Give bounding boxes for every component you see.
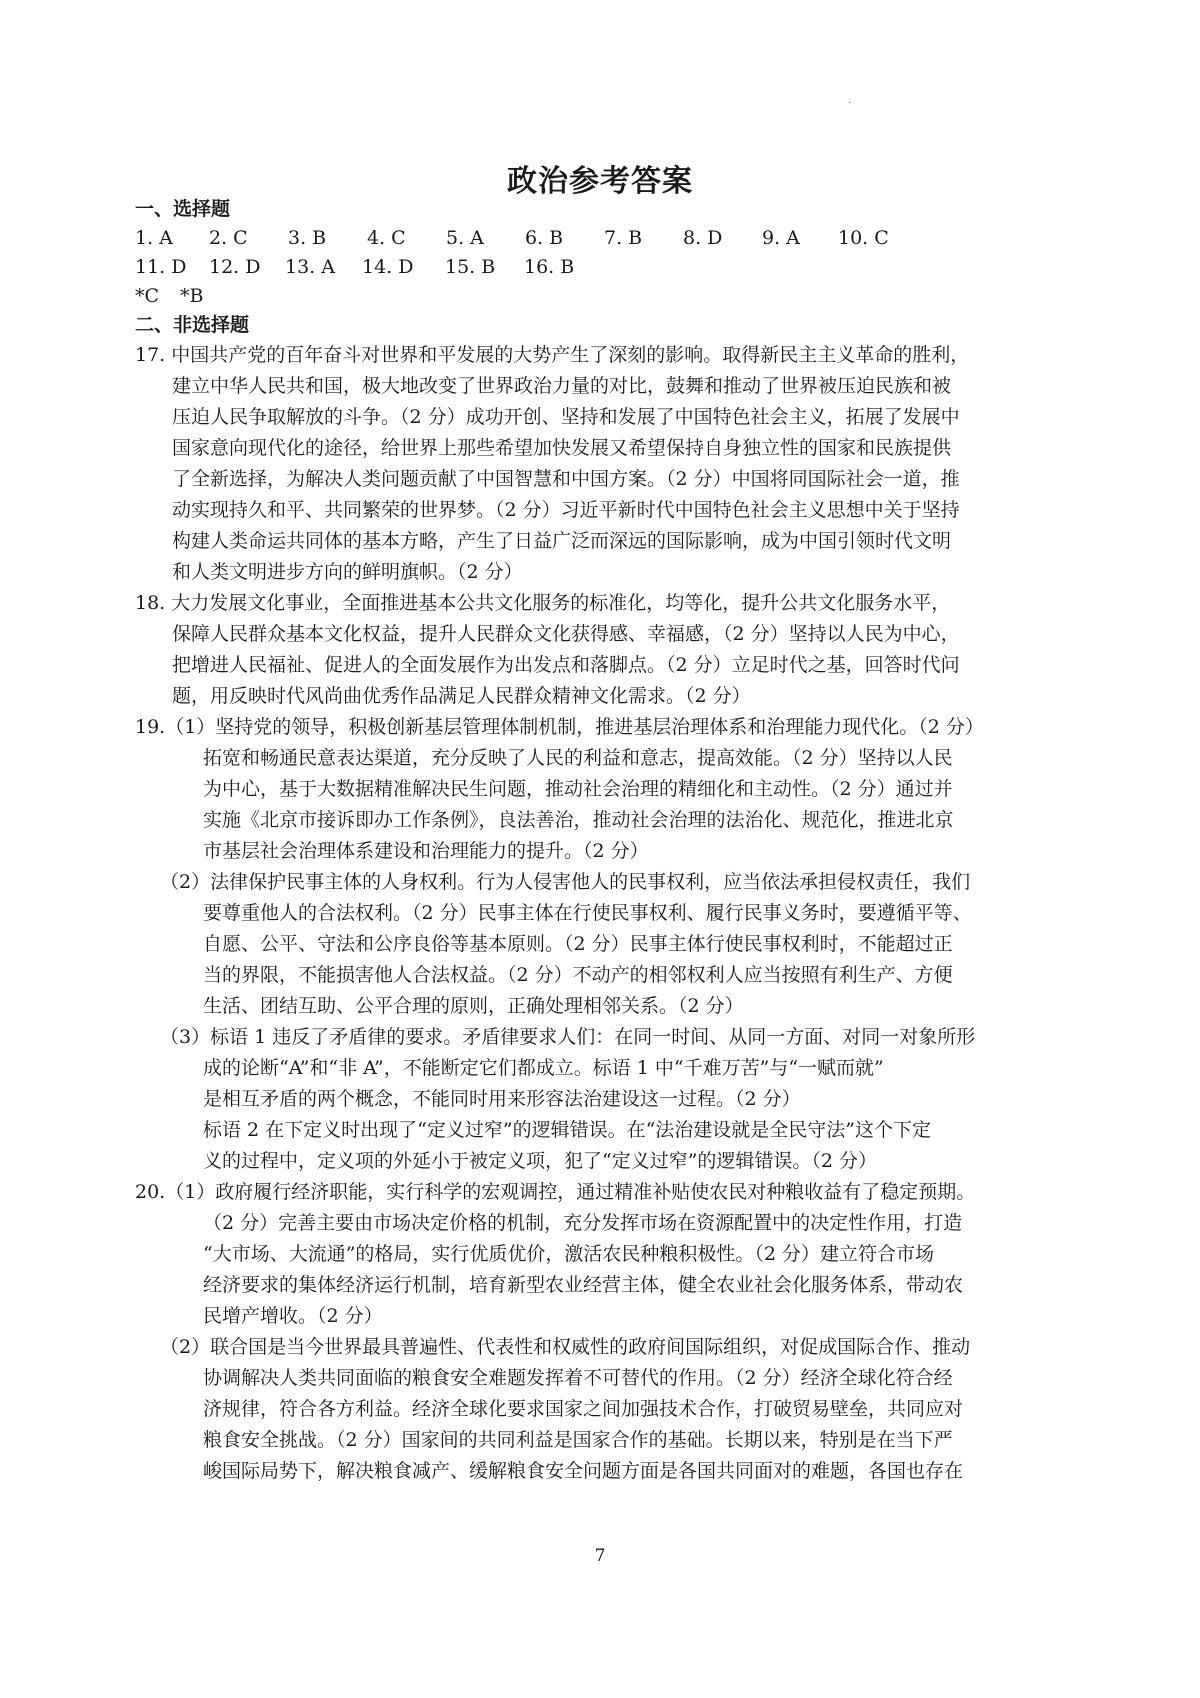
- text-line: 拓宽和畅通民意表达渠道，充分反映了人民的利益和意志，提高效能。（2 分）坚持以人民: [203, 747, 953, 769]
- text-line: 市基层社会治理体系建设和治理能力的提升。（2 分）: [203, 840, 649, 862]
- text-line: 生活、团结互助、公平合理的原则，正确处理相邻关系。（2 分）: [203, 995, 744, 1017]
- answer-item: 14. D: [362, 256, 414, 278]
- text-line: 构建人类命运共同体的基本方略，产生了日益广泛而深远的国际影响，成为中国引领时代文明: [172, 530, 952, 552]
- text-line: 把增进人民福祉、促进人的全面发展作为出发点和落脚点。（2 分）立足时代之基，回答时代问: [172, 654, 960, 676]
- answer-item: 8. D: [683, 227, 723, 249]
- text-line: 协调解决人类共同面临的粮食安全难题发挥着不可替代的作用。（2 分）经济全球化符合经: [203, 1367, 953, 1389]
- answer-item: 7. B: [604, 227, 643, 249]
- section-heading-choice: 一、选择题: [135, 198, 231, 220]
- answer-item: 4. C: [367, 227, 406, 249]
- section-heading-nonchoice: 二、非选择题: [135, 314, 250, 336]
- answer-item: 10. C: [838, 227, 889, 249]
- text-line: 成的论断“A”和“非 A”，不能断定它们都成立。标语 1 中“千难万苦”与“一赋而就”: [203, 1057, 884, 1079]
- text-line: 和人类文明进步方向的鲜明旗帜。（2 分）: [172, 561, 523, 583]
- answer-item: *B: [180, 285, 204, 307]
- answer-item: 6. B: [525, 227, 564, 249]
- text-line: 要尊重他人的合法权利。（2 分）民事主体在行使民事权利、履行民事义务时，要遵循平等、: [203, 902, 972, 924]
- answer-item: 13. A: [285, 256, 335, 278]
- answer-item: 9. A: [762, 227, 800, 249]
- text-line: 是相互矛盾的两个概念，不能同时用来形容法治建设这一过程。（2 分）: [203, 1088, 801, 1110]
- answer-item: 12. D: [209, 256, 261, 278]
- text-line: 粮食安全挑战。（2 分）国家间的共同利益是国家合作的基础。长期以来，特别是在当下严: [203, 1429, 953, 1451]
- answer-item: 3. B: [288, 227, 327, 249]
- text-line: （2）法律保护民事主体的人身权利。行为人侵害他人的民事权利，应当依法承担侵权责任，我们: [160, 871, 971, 893]
- text-line: 19.（1）坚持党的领导，积极创新基层管理体制机制，推进基层治理体系和治理能力现代化。（2 分）: [135, 716, 984, 738]
- text-line: （2）联合国是当今世界最具普遍性、代表性和权威性的政府间国际组织，对促成国际合作、推动: [160, 1336, 971, 1358]
- text-line: 压迫人民争取解放的斗争。（2 分）成功开创、坚持和发展了中国特色社会主义，拓展了发展中: [172, 406, 960, 428]
- text-line: （2 分）完善主要由市场决定价格的机制，充分发挥市场在资源配置中的决定性作用，打造: [203, 1212, 963, 1234]
- page-number: 7: [594, 1546, 606, 1566]
- text-line: 为中心，基于大数据精准解决民生问题，推动社会治理的精细化和主动性。（2 分）通过并: [203, 778, 953, 800]
- text-line: 保障人民群众基本文化权益，提升人民群众文化获得感、幸福感，（2 分）坚持以人民为中心，: [172, 623, 960, 645]
- text-line: 国家意向现代化的途径，给世界上那些希望加快发展又希望保持自身独立性的国家和民族提供: [172, 437, 952, 459]
- text-line: 18. 大力发展文化事业，全面推进基本公共文化服务的标准化，均等化，提升公共文化服务水平，: [135, 592, 951, 614]
- text-line: （3）标语 1 违反了矛盾律的要求。矛盾律要求人们：在同一时间、从同一方面、对同一对象所形: [160, 1026, 976, 1048]
- text-line: 义的过程中，定义项的外延小于被定义项，犯了“定义过窄”的逻辑错误。（2 分）: [203, 1150, 878, 1172]
- text-line: 经济要求的集体经济运行机制，培育新型农业经营主体，健全农业社会化服务体系，带动农: [203, 1274, 964, 1296]
- text-line: 建立中华人民共和国，极大地改变了世界政治力量的对比，鼓舞和推动了世界被压迫民族和被: [172, 375, 952, 397]
- text-line: 题，用反映时代风尚曲优秀作品满足人民群众精神文化需求。（2 分）: [172, 685, 751, 707]
- corner-mark: ·: [848, 98, 852, 109]
- answer-item: 15. B: [445, 256, 496, 278]
- answer-item: 1. A: [135, 227, 173, 249]
- text-line: 济规律，符合各方利益。经济全球化要求国家之间加强技术合作，打破贸易壁垒，共同应对: [203, 1398, 964, 1420]
- text-line: 动实现持久和平、共同繁荣的世界梦。（2 分）习近平新时代中国特色社会主义思想中关于坚持: [172, 499, 960, 521]
- page-title: 政治参考答案: [507, 164, 693, 199]
- answer-item: 5. A: [446, 227, 484, 249]
- text-line: 实施《北京市接诉即办工作条例》，良法善治，推动社会治理的法治化、规范化，推进北京: [203, 809, 954, 831]
- text-line: 标语 2 在下定义时出现了“定义过窄”的逻辑错误。在“法治建设就是全民守法”这个下定: [203, 1119, 932, 1141]
- text-line: 了全新选择，为解决人类问题贡献了中国智慧和中国方案。（2 分）中国将同国际社会一道，推: [172, 468, 960, 490]
- text-line: “大市场、大流通”的格局，实行优质优价，激活农民种粮积极性。（2 分）建立符合市场: [203, 1243, 935, 1265]
- text-line: 峻国际局势下，解决粮食减产、缓解粮食安全问题方面是各国共同面对的难题，各国也存在: [203, 1460, 964, 1482]
- answer-item: *C: [135, 285, 160, 307]
- text-line: 17. 中国共产党的百年奋斗对世界和平发展的大势产生了深刻的影响。取得新民主主义革命的胜利，: [135, 344, 970, 366]
- answer-item: 16. B: [524, 256, 575, 278]
- text-line: 自愿、公平、守法和公序良俗等基本原则。（2 分）民事主体行使民事权利时，不能超过正: [203, 933, 953, 955]
- text-line: 20.（1）政府履行经济职能，实行科学的宏观调控，通过精准补贴使农民对种粮收益有了稳定预期。: [135, 1181, 976, 1203]
- text-line: 当的界限，不能损害他人合法权益。（2 分）不动产的相邻权利人应当按照有利生产、方便: [203, 964, 953, 986]
- answer-item: 2. C: [209, 227, 248, 249]
- text-line: 民增产增收。（2 分）: [203, 1305, 383, 1327]
- answer-item: 11. D: [135, 256, 187, 278]
